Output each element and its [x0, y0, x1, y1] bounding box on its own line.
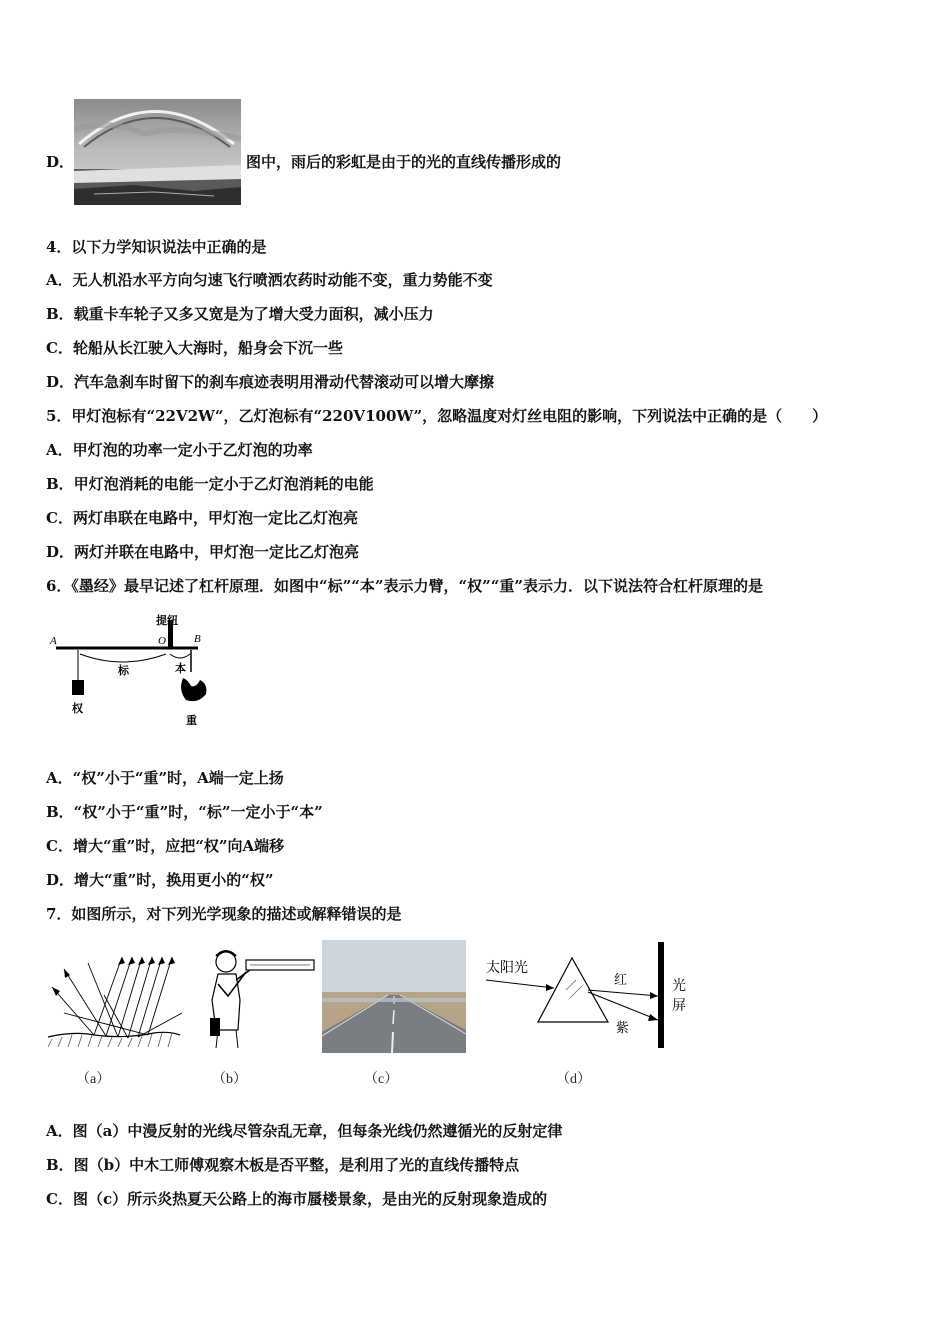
figure-a-diffuse-reflection: [44, 943, 184, 1049]
prism-label-red: 红: [614, 972, 628, 987]
q6-option-d: D．增大“重”时，换用更小的“权”: [46, 871, 274, 889]
caption-b: （b）: [212, 1072, 247, 1087]
lever-label-o: O: [158, 635, 166, 647]
q7-stem: 7．如图所示，对下列光学现象的描述或解释错误的是: [46, 905, 402, 923]
q5-stem: 5．甲灯泡标有“22V2W“，乙灯泡标有“220V100W”，忽略温度对灯丝电阻的影响，下列说法中正确的是（ ）: [46, 407, 828, 425]
rainbow-photo: [74, 99, 241, 205]
caption-c: （c）: [364, 1072, 399, 1087]
q3-option-d-label: D．: [46, 153, 75, 171]
q7-option-b: B．图（b）中木工师傅观察木板是否平整，是利用了光的直线传播特点: [46, 1156, 520, 1174]
caption-d: （d）: [556, 1072, 591, 1087]
q6-stem: 6．《墨经》最早记述了杠杆原理．如图中“标”“本”表示力臂，“权”“重”表示力．以下说法符合杠杆原理的是: [46, 577, 763, 595]
prism-label-screen-2: 屏: [672, 997, 686, 1013]
prism-label-sunlight: 太阳光: [486, 959, 528, 975]
prism-label-violet: 紫: [616, 1020, 630, 1035]
figure-b-carpenter: [198, 940, 316, 1050]
figure-d-prism: [482, 940, 702, 1052]
q7-option-c: C．图（c）所示炎热夏天公路上的海市蜃楼景象，是由光的反射现象造成的: [46, 1190, 548, 1208]
q4-option-d: D．汽车急刹车时留下的刹车痕迹表明用滑动代替滚动可以增大摩擦: [46, 373, 495, 391]
q4-option-a: A．无人机沿水平方向匀速飞行喷洒农药时动能不变，重力势能不变: [46, 271, 493, 289]
q5-option-a: A．甲灯泡的功率一定小于乙灯泡的功率: [46, 441, 313, 459]
q6-option-c: C．增大“重”时，应把“权”向A端移: [46, 837, 285, 855]
q5-option-b: B．甲灯泡消耗的电能一定小于乙灯泡消耗的电能: [46, 475, 374, 493]
caption-a: （a）: [76, 1072, 111, 1087]
q4-stem: 4．以下力学知识说法中正确的是: [46, 238, 267, 256]
lever-label-a: A: [50, 635, 57, 647]
q6-option-a: A．“权”小于“重”时，A端一定上扬: [46, 769, 284, 787]
lever-label-quan: 权: [72, 703, 83, 715]
lever-label-zhong: 重: [186, 715, 197, 727]
prism-label-screen-1: 光: [672, 977, 686, 993]
lever-label-b: B: [194, 633, 201, 645]
lever-label-biao: 标: [118, 665, 129, 677]
q5-option-d: D．两灯并联在电路中，甲灯泡一定比乙灯泡亮: [46, 543, 360, 561]
q4-option-b: B．载重卡车轮子又多又宽是为了增大受力面积，减小压力: [46, 305, 434, 323]
figure-c-road-photo: [322, 940, 466, 1053]
lever-label-tiniu: 提纽: [156, 615, 178, 627]
q7-option-a: A．图（a）中漫反射的光线尽管杂乱无章，但每条光线仍然遵循光的反射定律: [46, 1122, 563, 1140]
q5-option-c: C．两灯串联在电路中，甲灯泡一定比乙灯泡亮: [46, 509, 358, 527]
lever-figure: [48, 610, 228, 728]
q6-option-b: B．“权”小于“重”时，“标”一定小于“本”: [46, 803, 323, 821]
q3-option-d-text: 图中，雨后的彩虹是由于的光的直线传播形成的: [246, 153, 562, 171]
q4-option-c: C．轮船从长江驶入大海时，船身会下沉一些: [46, 339, 343, 357]
lever-label-ben: 本: [175, 663, 186, 675]
